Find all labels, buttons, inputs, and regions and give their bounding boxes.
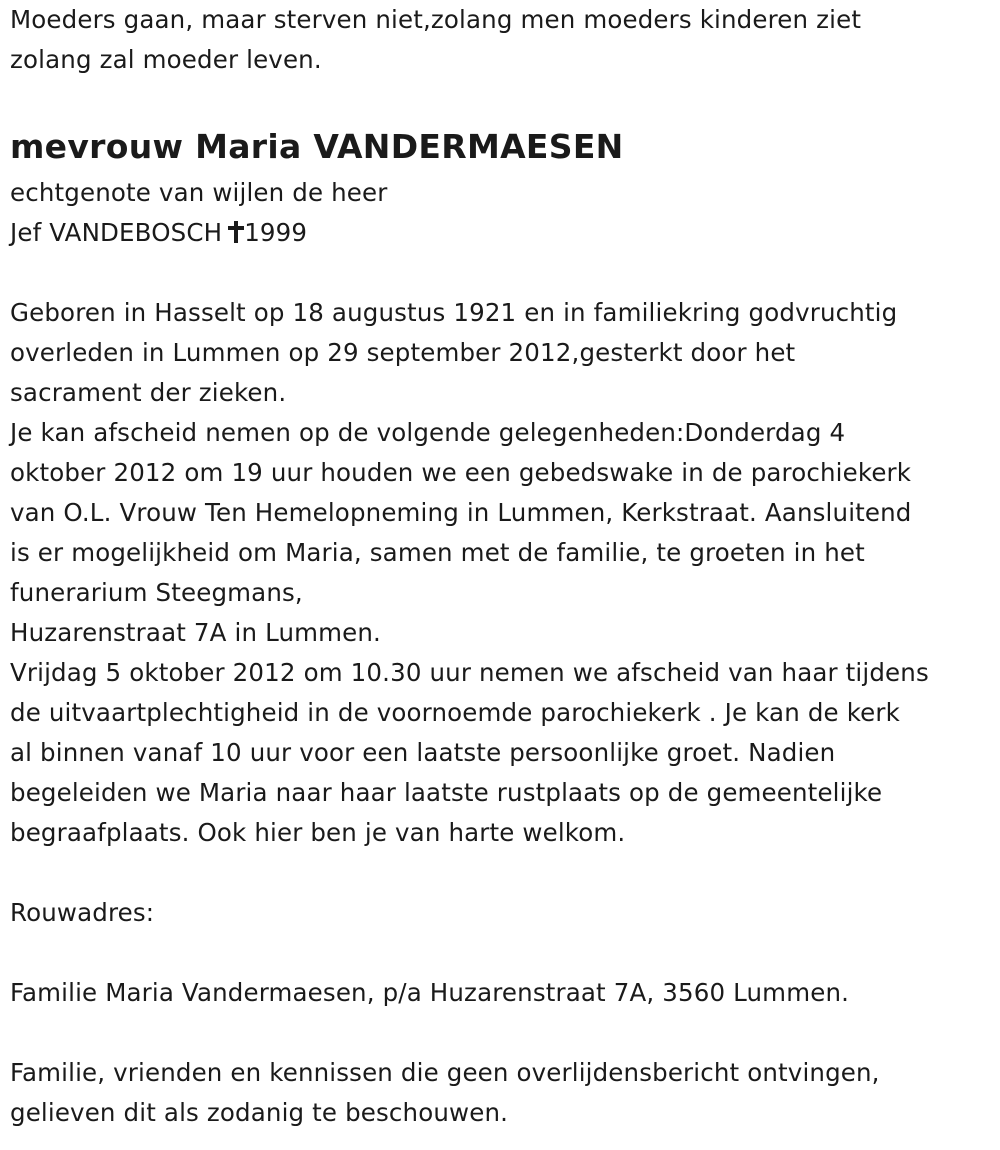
quote-line: zolang zal moeder leven. (10, 45, 322, 74)
spouse-death-year: 1999 (244, 218, 308, 247)
body-line: sacrament der zieken. (10, 378, 287, 407)
spacer (10, 1013, 995, 1053)
body-line: funerarium Steegmans, (10, 578, 303, 607)
closing-line: gelieven dit als zodanig te beschouwen. (10, 1098, 509, 1127)
body-line: Vrijdag 5 oktober 2012 om 10.30 uur nemen we afscheid van haar tijdens (10, 658, 929, 687)
body-line: Je kan afscheid nemen op de volgende gelegenheden:Donderdag 4 (10, 418, 846, 447)
spouse-name: Jef VANDEBOSCH (10, 218, 223, 247)
body-line: begeleiden we Maria naar haar laatste rustplaats op de gemeentelijke (10, 778, 883, 807)
quote-line: Moeders gaan, maar sterven niet,zolang men moeders kinderen ziet (10, 5, 862, 34)
deceased-name: mevrouw Maria VANDERMAESEN (10, 127, 624, 166)
obituary-document (10, 0, 995, 1133)
body-line: begraafplaats. Ook hier ben je van harte welkom. (10, 818, 626, 847)
body-line: overleden in Lummen op 29 september 2012,gesterkt door het (10, 338, 796, 367)
closing-line: Familie, vrienden en kennissen die geen overlijdensbericht ontvingen, (10, 1058, 880, 1087)
address-value: Familie Maria Vandermaesen, p/a Huzarenstraat 7A, 3560 Lummen. (10, 978, 850, 1007)
body-line: oktober 2012 om 19 uur houden we een gebedswake in de parochiekerk (10, 458, 912, 487)
body-line: is er mogelijkheid om Maria, samen met de familie, te groeten in het (10, 538, 865, 567)
spouse-line (10, 213, 995, 253)
spouse-intro: echtgenote van wijlen de heer (10, 178, 388, 207)
body-line: Huzarenstraat 7A in Lummen. (10, 618, 381, 647)
body-line: Geboren in Hasselt op 18 augustus 1921 en in familiekring godvruchtig (10, 298, 898, 327)
cross-icon (228, 221, 244, 243)
spacer (10, 253, 995, 293)
body-line: van O.L. Vrouw Ten Hemelopneming in Lummen, Kerkstraat. Aansluitend (10, 498, 912, 527)
spacer (10, 933, 995, 973)
spacer (10, 853, 995, 893)
body-line: de uitvaartplechtigheid in de voornoemde parochiekerk . Je kan de kerk (10, 698, 900, 727)
body-line: al binnen vanaf 10 uur voor een laatste persoonlijke groet. Nadien (10, 738, 836, 767)
address-label: Rouwadres: (10, 898, 155, 927)
